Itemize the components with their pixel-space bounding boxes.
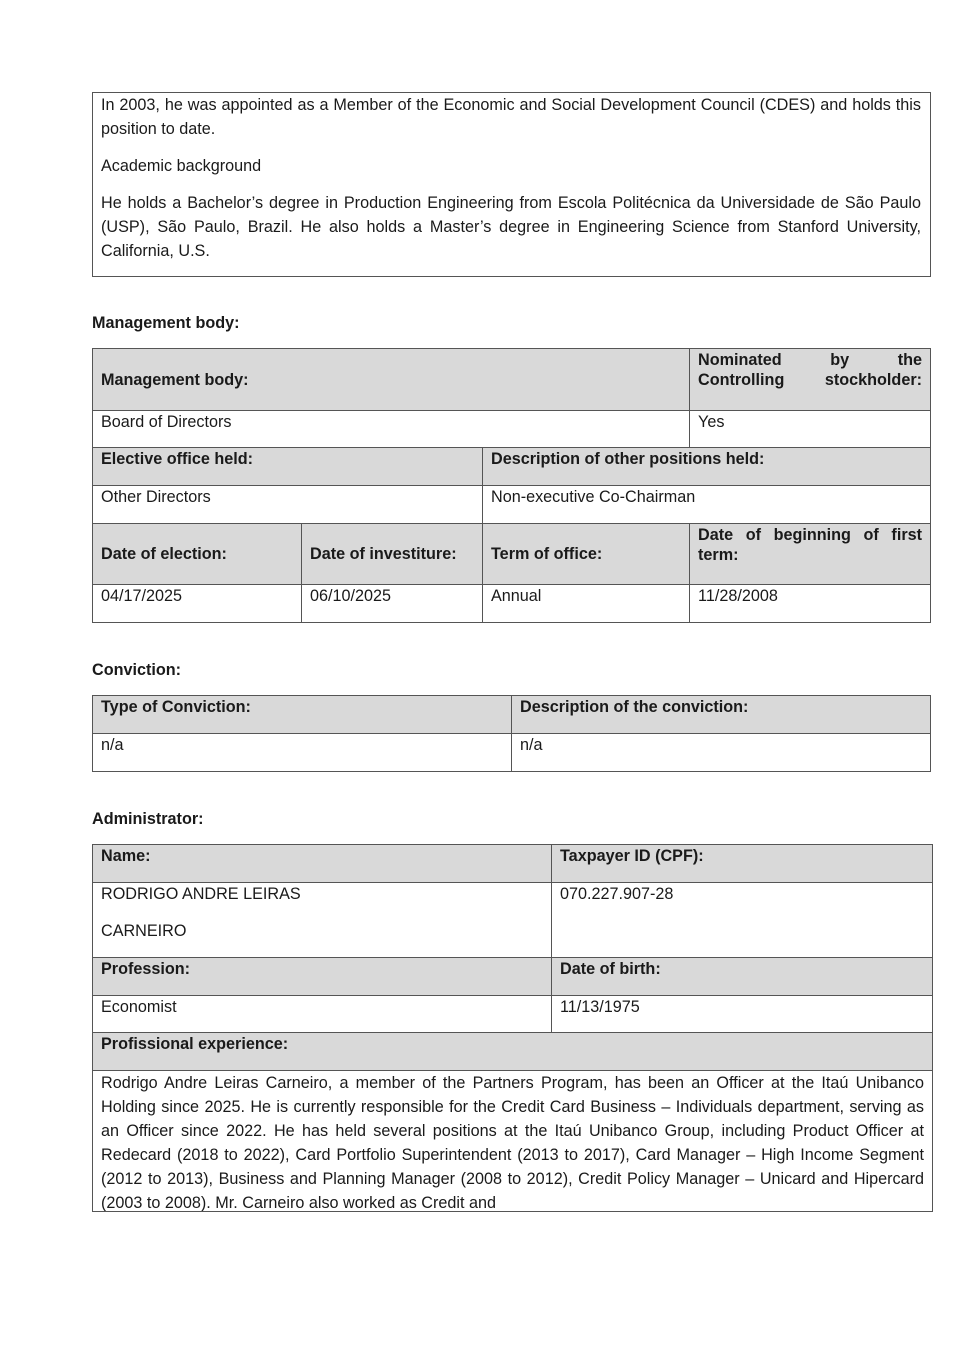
- conviction-type-header: Type of Conviction:: [93, 696, 512, 734]
- management-body-value: Board of Directors: [93, 411, 690, 448]
- nominated-header: Nominated by the Controlling stockholder:: [690, 349, 931, 411]
- nominated-value: Yes: [690, 411, 931, 448]
- management-section-title: Management body:: [92, 314, 240, 332]
- conviction-table: [92, 695, 931, 772]
- profession-header: Profession:: [93, 958, 552, 996]
- other-positions-value: Non-executive Co-Chairman: [483, 486, 931, 524]
- biography-continuation-box: [92, 92, 931, 277]
- conviction-type-value: n/a: [93, 734, 512, 772]
- management-body-header: Management body:: [93, 349, 690, 411]
- experience-text: Rodrigo Andre Leiras Carneiro, a member of the Partners Program, has been an Officer at the Itaú Unibanco Holding since 2025. He is currently responsible for the Credit Card Business – Individuals department, serving as an Officer since 2022. He has held several positions at the Itaú Unibanco Group, including Product Officer at Redecard (2018 to 2022), Card Portfolio Superintendent (2013 to 2017), Card Manager – High Income Segment (2012 to 2013), Business and Planning Manager (2008 to 2012), Credit Policy Manager – Unicard and Hipercard (2003 to 2008). Mr. Carneiro also worked as Credit and: [101, 1074, 924, 1211]
- management-body-table: [92, 348, 931, 623]
- name-line-2: CARNEIRO: [101, 922, 187, 940]
- cpf-header: Taxpayer ID (CPF):: [552, 845, 933, 883]
- cpf-value: 070.227.907-28: [552, 883, 933, 958]
- election-date-header: Date of election:: [93, 524, 302, 585]
- term-of-office-value: Annual: [483, 585, 690, 623]
- birth-date-value: 11/13/1975: [552, 996, 933, 1033]
- birth-date-header: Date of birth:: [552, 958, 933, 996]
- elective-office-value: Other Directors: [93, 486, 483, 524]
- investiture-date-header: Date of investiture:: [302, 524, 483, 585]
- conviction-description-header: Description of the conviction:: [512, 696, 931, 734]
- experience-header: Profissional experience:: [93, 1033, 933, 1071]
- administrator-section-title: Administrator:: [92, 810, 204, 828]
- term-of-office-header: Term of office:: [483, 524, 690, 585]
- other-positions-header: Description of other positions held:: [483, 448, 931, 486]
- name-line-1: RODRIGO ANDRE LEIRAS: [101, 885, 301, 903]
- cdes-paragraph: In 2003, he was appointed as a Member of the Economic and Social Development Council (CDES) and holds this position to date.: [101, 96, 921, 138]
- election-date-value: 04/17/2025: [93, 585, 302, 623]
- first-term-date-header: Date of beginning of first term:: [690, 524, 931, 585]
- conviction-description-value: n/a: [512, 734, 931, 772]
- name-header: Name:: [93, 845, 552, 883]
- experience-cell: [93, 1071, 933, 1212]
- elective-office-header: Elective office held:: [93, 448, 483, 486]
- name-value: [93, 883, 552, 958]
- investiture-date-value: 06/10/2025: [302, 585, 483, 623]
- administrator-table: [92, 844, 933, 1212]
- academic-background-label: Academic background: [101, 157, 262, 175]
- academic-paragraph: He holds a Bachelor’s degree in Production Engineering from Escola Politécnica da Universidade de São Paulo (USP), São Paulo, Brazil. He also holds a Master’s degree in Engineering Science from Stanford University, California, U.S.: [101, 194, 921, 260]
- conviction-section-title: Conviction:: [92, 661, 182, 679]
- first-term-date-value: 11/28/2008: [690, 585, 931, 623]
- profession-value: Economist: [93, 996, 552, 1033]
